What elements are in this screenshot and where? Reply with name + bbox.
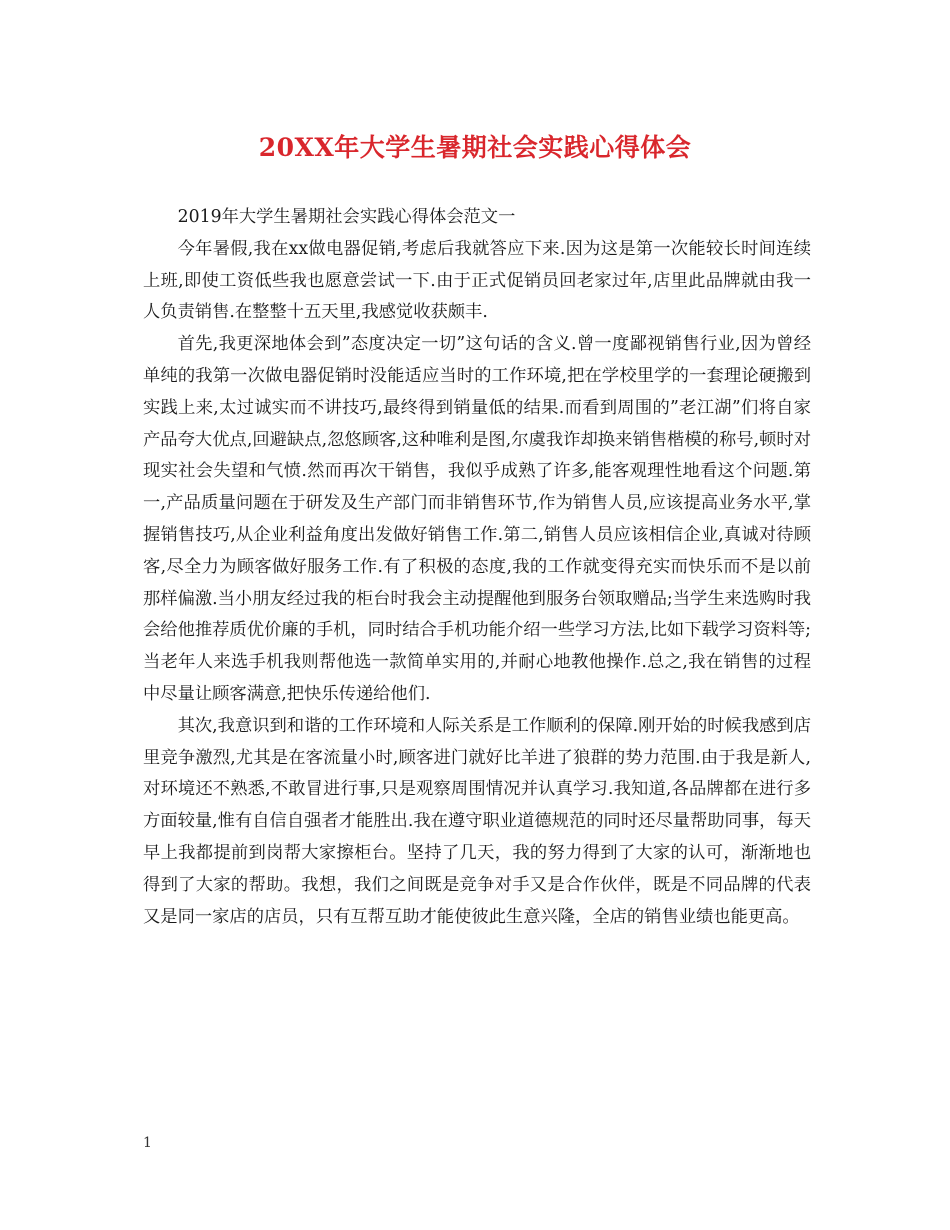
- page-number: 1: [143, 1135, 152, 1151]
- subtitle-paragraph: 2019年大学生暑期社会实践心得体会范文一: [177, 207, 516, 227]
- document-title: 20XX年大学生暑期社会实践心得体会: [258, 133, 692, 162]
- document-body: [143, 202, 811, 933]
- body-paragraph: 首先,我更深地体会到”态度决定一切”这句话的含义.曾一度鄙视销售行业,因为曾经单纯的我第一次做电器促销时没能适应当时的工作环境,把在学校里学的一套理论硬搬到实践上来,太过诚实而不讲技巧,最终得到销量低的结果.而看到周围的”老江湖”们将自家产品夸大优点,回避缺点,忽悠顾客,这种唯利是图,尔虞我诈却换来销售楷模的称号,顿时对现实社会失望和气愤.然而再次干销售，我似乎成熟了许多,能客观理性地看这个问题.第一,产品质量问题在于研发及生产部门而非销售环节,作为销售人员,应该提高业务水平,掌握销售技巧,从企业利益角度出发做好销售工作.第二,销售人员应该相信企业,真诚对待顾客,尽全力为顾客做好服务工作.有了积极的态度,我的工作就变得充实而快乐而不是以前那样偏激.当小朋友经过我的柜台时我会主动提醒他到服务台领取赠品;当学生来选购时我会给他推荐质优价廉的手机，同时结合手机功能介绍一些学习方法,比如下载学习资料等;当老年人来选手机我则帮他选一款简单实用的,并耐心地教他操作.总之,我在销售的过程中尽量让顾客满意,把快乐传递给他们.: [143, 334, 812, 704]
- body-paragraph: 其次,我意识到和谐的工作环境和人际关系是工作顺利的保障.刚开始的时候我感到店里竞争激烈,尤其是在客流量小时,顾客进门就好比羊进了狼群的势力范围.由于我是新人,对环境还不熟悉,不敢冒进行事,只是观察周围情况并认真学习.我知道,各品牌都在进行多方面较量,惟有自信自强者才能胜出.我在遵守职业道德规范的同时还尽量帮助同事，每天早上我都提前到岗帮大家擦柜台。坚持了几天，我的努力得到了大家的认可，渐渐地也得到了大家的帮助。我想，我们之间既是竞争对手又是合作伙伴，既是不同品牌的代表又是同一家店的店员，只有互帮互助才能使彼此生意兴隆，全店的销售业绩也能更高。: [143, 715, 811, 927]
- body-paragraph: 今年暑假,我在xx做电器促销,考虑后我就答应下来.因为这是第一次能较长时间连续上班,即使工资低些我也愿意尝试一下.由于正式促销员回老家过年,店里此品牌就由我一人负责销售.在整整十五天里,我感觉收获颇丰.: [143, 238, 811, 323]
